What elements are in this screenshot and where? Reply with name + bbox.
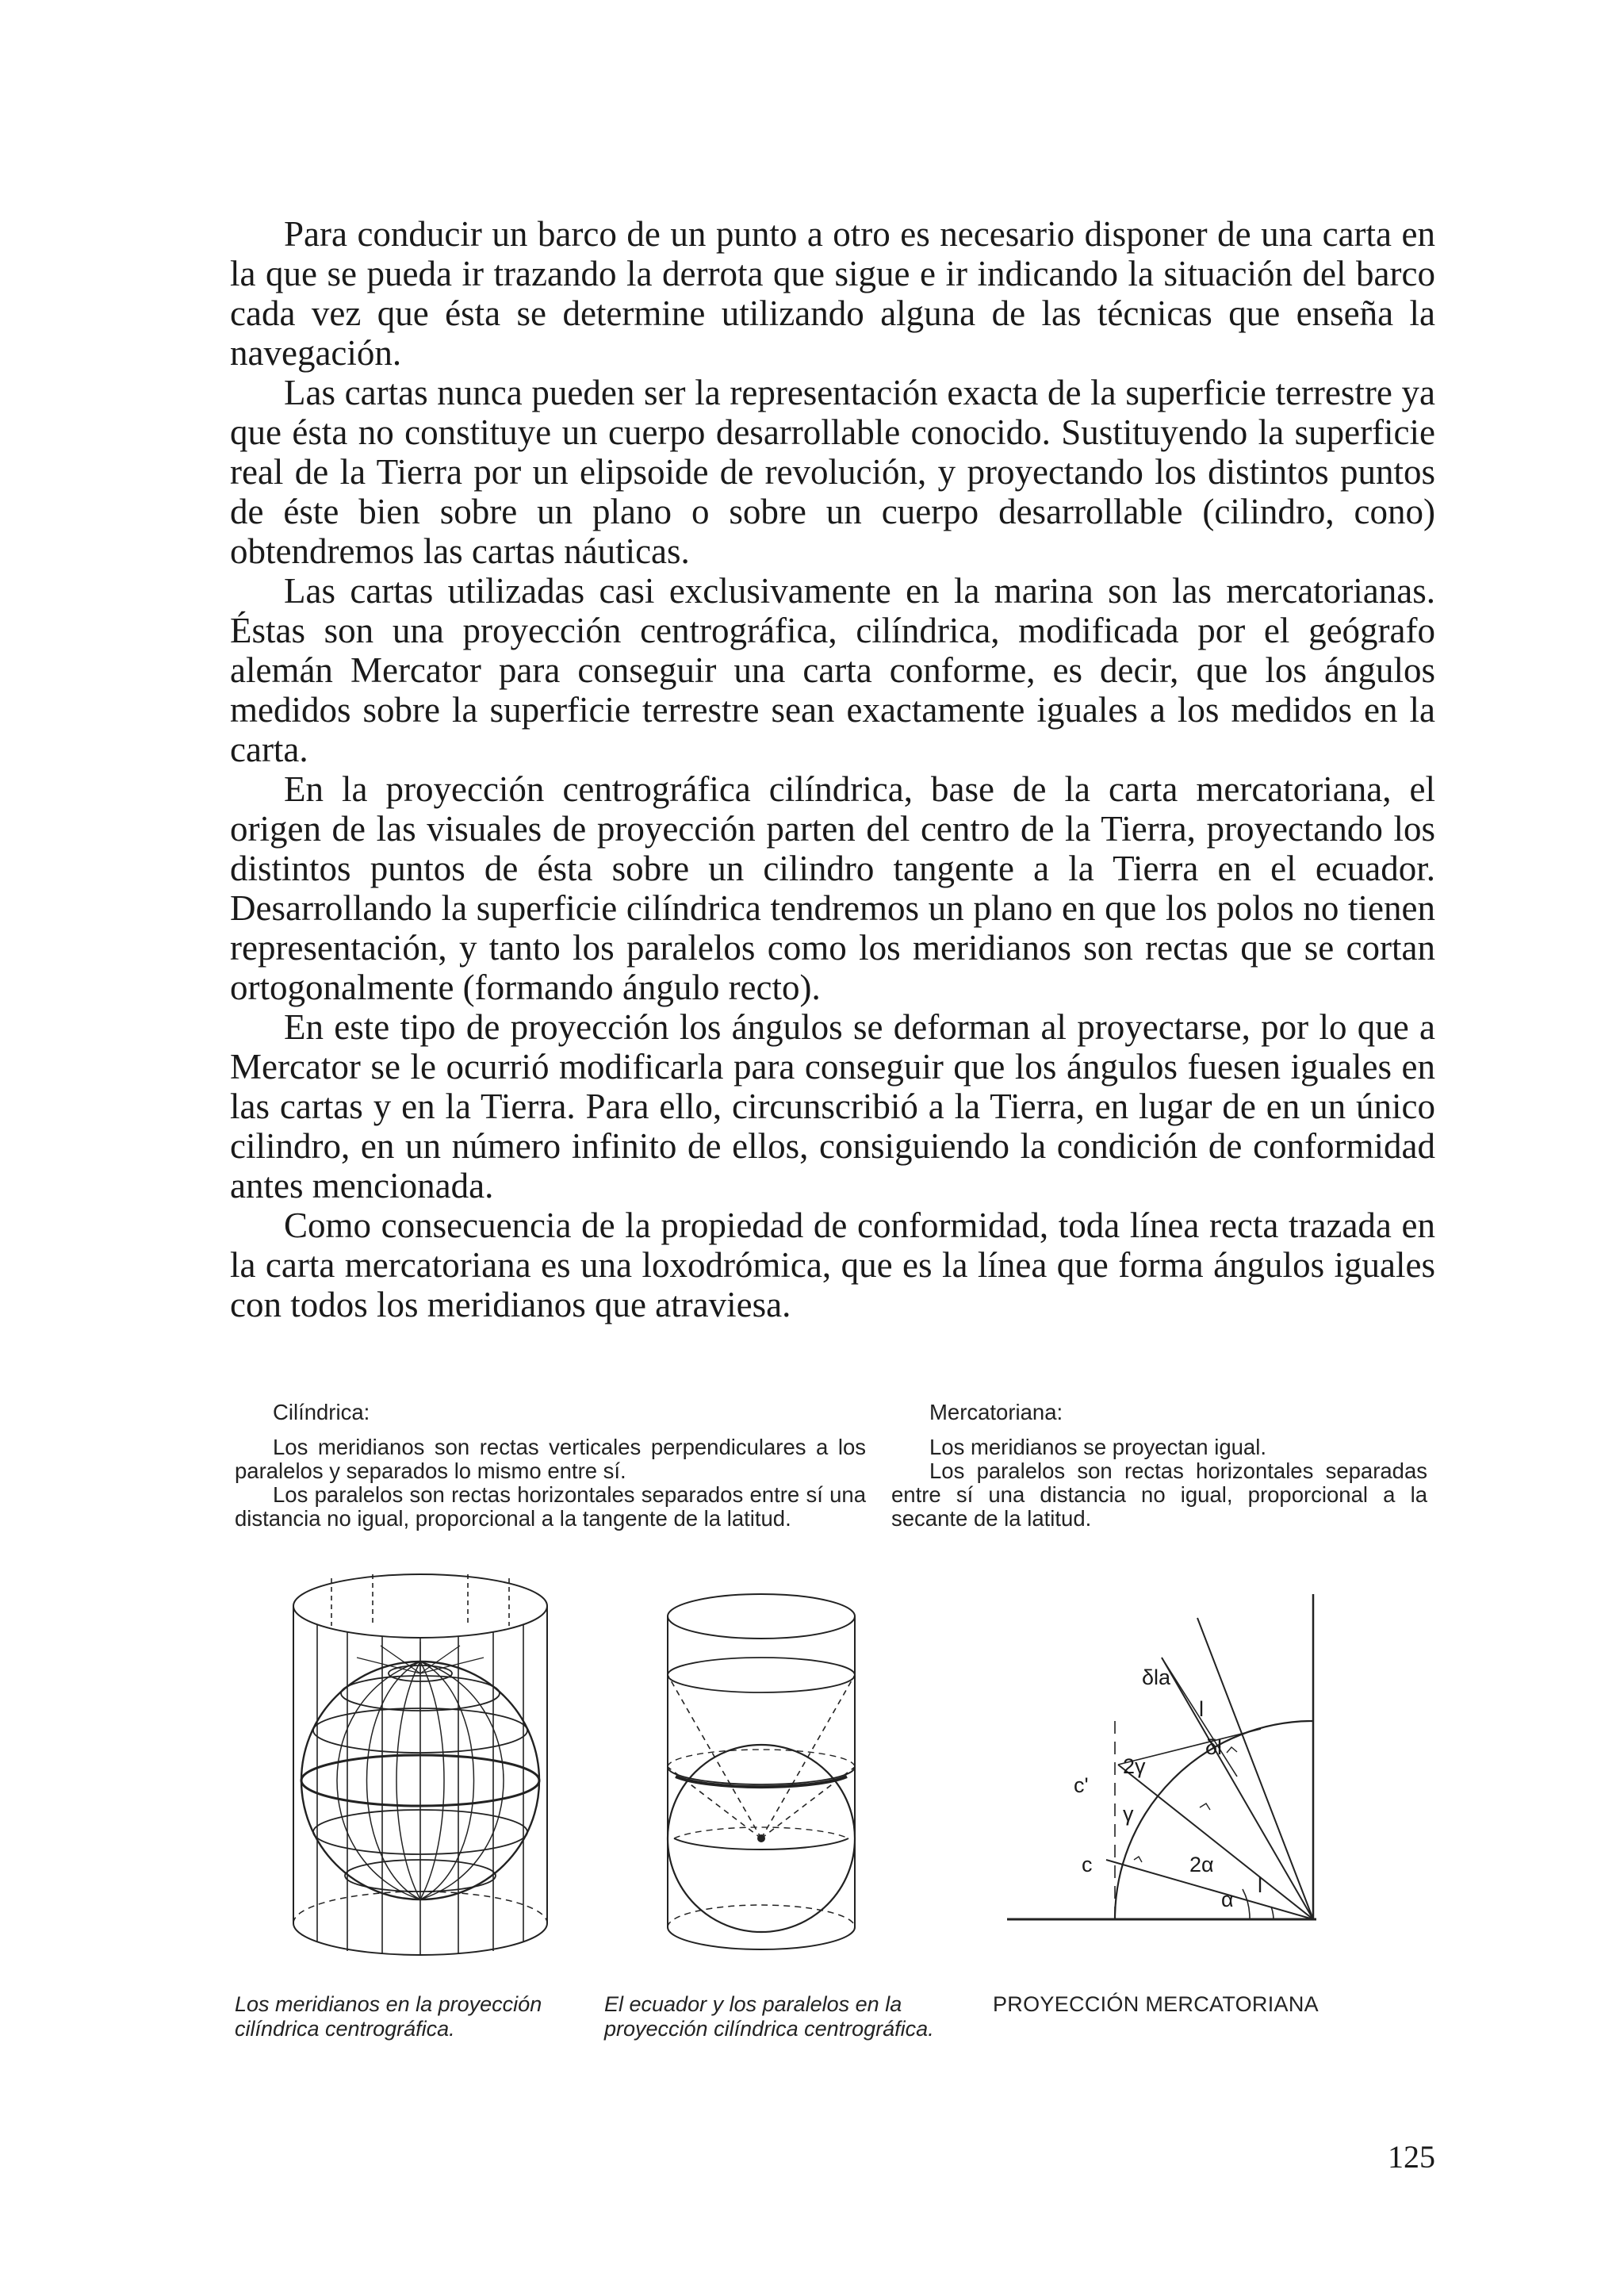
label-gamma: γ xyxy=(1123,1802,1134,1826)
legend-mercator-heading: Mercatoriana: xyxy=(929,1400,1063,1424)
legend-cylindrical-parallels: Los paralelos son rectas horizontales separados entre sí una distancia no igual, proporcional a la tangente de la latitud. xyxy=(235,1482,866,1531)
label-c: c xyxy=(1082,1853,1093,1876)
paragraph-2: Las cartas nunca pueden ser la representación exacta de la superficie terrestre ya que ésta no constituye un cuerpo desarrollable conocido. Sustituyendo la superficie real de la Tierra por un elipsoide de revolución, y proyectando los distintos puntos de éste bien sobre un plano o sobre un cuerpo desarrollable (cilindro, cono) obtendremos las cartas náuticas. xyxy=(230,373,1435,571)
figure-cylinder-parallels xyxy=(658,1586,864,1967)
label-two-alpha: 2α xyxy=(1189,1853,1214,1876)
label-l-lower: l xyxy=(1258,1873,1262,1897)
caption-figure-2: El ecuador y los paralelos en la proyección cilíndrica centrográfica. xyxy=(604,1992,934,2041)
page-number: 125 xyxy=(1388,2139,1435,2175)
caption-figure-3: PROYECCIÓN MERCATORIANA xyxy=(993,1992,1319,2016)
figure-mercator-geometry xyxy=(999,1594,1348,1943)
paragraph-1: Para conducir un barco de un punto a otro es necesario disponer de una carta en la que se pueda ir trazando la derrota que sigue e ir indicando la situación del barco cada vez que ésta se determine utilizando alguna de las técnicas que enseña la navegación. xyxy=(230,214,1435,373)
label-c-prime: c' xyxy=(1074,1773,1089,1797)
paragraph-6: Como consecuencia de la propiedad de conformidad, toda línea recta trazada en la carta mercatoriana es una loxodrómica, que es la línea que forma ángulos iguales con todos los meridianos que atraviesa. xyxy=(230,1205,1435,1324)
paragraph-5: En este tipo de proyección los ángulos se deforman al proyectarse, por lo que a Mercator se le ocurrió modificarla para conseguir que los ángulos fuesen iguales en las cartas y en la Tierra. Para ello, circunscribió a la Tierra, en lugar de en un único cilindro, en un número infinito de ellos, consiguiendo la condición de conformidad antes mencionada. xyxy=(230,1007,1435,1205)
figure-cylinder-meridians-svg xyxy=(285,1562,555,1975)
paragraph-3: Las cartas utilizadas casi exclusivamente en la marina son las mercatorianas. Éstas son una proyección centrográfica, cilíndrica, modificada por el geógrafo alemán Mercator para conseguir una carta conforme, es decir, que los ángulos medidos sobre la superficie terrestre sean exactamente iguales a los medidos en la carta. xyxy=(230,571,1435,769)
label-two-gamma: 2γ xyxy=(1123,1754,1146,1778)
label-l-upper: l xyxy=(1199,1697,1204,1721)
legend-cylindrical xyxy=(235,1401,866,1531)
legend-mercator xyxy=(891,1401,1427,1531)
legend-cylindrical-meridians: Los meridianos son rectas verticales perpendiculares a los paralelos y separados lo mismo entre sí. xyxy=(235,1435,866,1483)
label-alpha: α xyxy=(1221,1888,1234,1911)
caption-figure-1: Los meridianos en la proyección cilíndrica centrográfica. xyxy=(235,1992,542,2041)
legend-mercator-meridians: Los meridianos se proyectan igual. xyxy=(929,1435,1266,1459)
figure-mercator-geometry-svg xyxy=(999,1594,1348,1943)
figure-cylinder-parallels-svg xyxy=(658,1586,864,1967)
label-delta-la: δla xyxy=(1142,1665,1171,1689)
figure-cylinder-meridians xyxy=(285,1562,555,1975)
legend-mercator-parallels: Los paralelos son rectas horizontales separadas entre sí una distancia no igual, proporcional a la secante de la latitud. xyxy=(891,1458,1427,1531)
label-delta-l: δl xyxy=(1205,1735,1223,1759)
body-text xyxy=(230,214,1435,1324)
paragraph-4: En la proyección centrográfica cilíndrica, base de la carta mercatoriana, el origen de las visuales de proyección parten del centro de la Tierra, proyectando los distintos puntos de ésta sobre un cilindro tangente a la Tierra en el ecuador. Desarrollando la superficie cilíndrica tendremos un plano en que los polos no tienen representación, y tanto los paralelos como los meridianos son rectas que se cortan ortogonalmente (formando ángulo recto). xyxy=(230,769,1435,1007)
legend-cylindrical-heading: Cilíndrica: xyxy=(273,1400,370,1424)
